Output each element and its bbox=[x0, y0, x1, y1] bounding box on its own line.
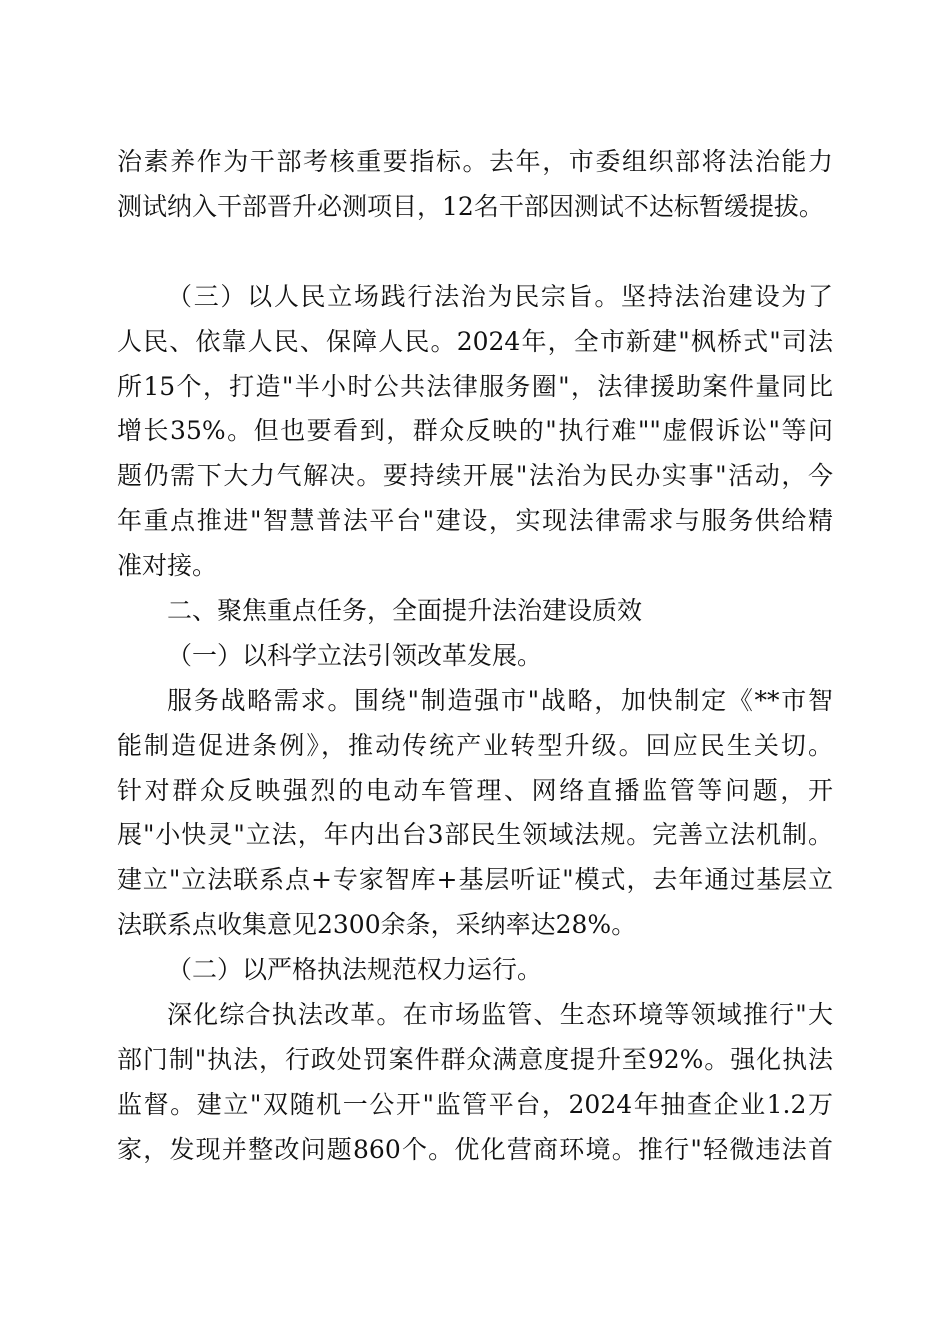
text-line: 准对接。 bbox=[117, 551, 218, 580]
text-line: 能制造促进条例》，推动传统产业转型升级。回应民生关切。 bbox=[117, 731, 833, 760]
text-line: 法联系点收集意见2300余条，采纳率达28%。 bbox=[117, 910, 637, 939]
text-line: 增长35%。但也要看到，群众反映的"执行难""虚假诉讼"等问 bbox=[117, 416, 833, 445]
text-line: 所15个，打造"半小时公共法律服务圈"，法律援助案件量同比 bbox=[117, 372, 833, 401]
text-line: 人民、依靠人民、保障人民。2024年，全市新建"枫桥式"司法 bbox=[117, 327, 833, 356]
text-line: 建立"立法联系点+专家智库+基层听证"模式，去年通过基层立 bbox=[117, 865, 833, 894]
text-line: 部门制"执法，行政处罚案件群众满意度提升至92%。强化执法 bbox=[117, 1045, 833, 1074]
text-line: 治素养作为干部考核重要指标。去年，市委组织部将法治能力 bbox=[117, 147, 833, 176]
sub-heading: （二）以严格执法规范权力运行。 bbox=[167, 955, 543, 984]
text-line: 测试纳入干部晋升必测项目，12名干部因测试不达标暂缓提拔。 bbox=[117, 192, 824, 221]
text-line: 家，发现并整改问题860个。优化营商环境。推行"轻微违法首 bbox=[117, 1135, 833, 1164]
text-line: 展"小快灵"立法，年内出台3部民生领域法规。完善立法机制。 bbox=[117, 820, 833, 849]
text-line: 服务战略需求。围绕"制造强市"战略，加快制定《**市智 bbox=[167, 686, 833, 715]
text-line: （三）以人民立场践行法治为民宗旨。坚持法治建设为了 bbox=[167, 282, 833, 311]
text-line: 题仍需下大力气解决。要持续开展"法治为民办实事"活动，今 bbox=[117, 461, 833, 490]
text-line: 年重点推进"智慧普法平台"建设，实现法律需求与服务供给精 bbox=[117, 506, 833, 535]
section-heading: 二、聚焦重点任务，全面提升法治建设质效 bbox=[167, 596, 643, 625]
text-line: 监督。建立"双随机一公开"监管平台，2024年抽查企业1.2万 bbox=[117, 1090, 833, 1119]
text-line: 针对群众反映强烈的电动车管理、网络直播监管等问题，开 bbox=[117, 776, 833, 805]
text-line: 深化综合执法改革。在市场监管、生态环境等领域推行"大 bbox=[167, 1000, 833, 1029]
sub-heading: （一）以科学立法引领改革发展。 bbox=[167, 641, 543, 670]
